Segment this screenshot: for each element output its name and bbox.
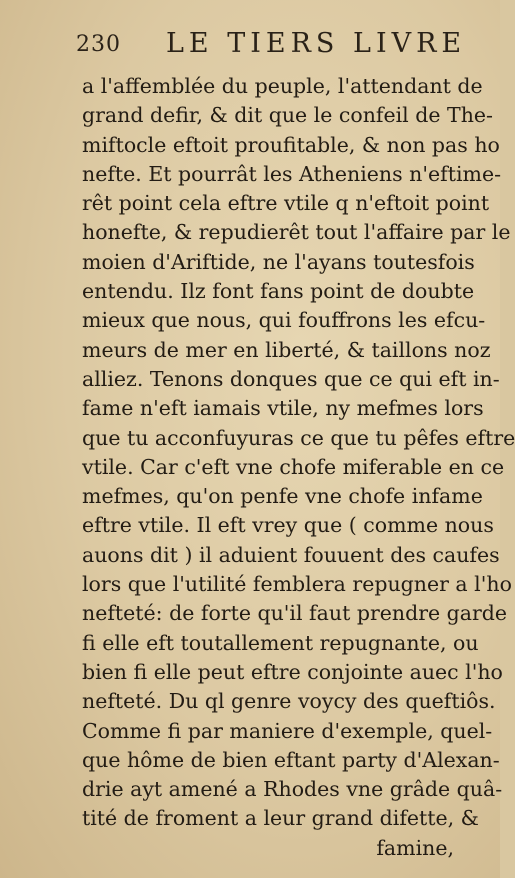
text-line: vtile. Car c'eft vne chofe miferable en ce <box>82 454 505 479</box>
text-line: bien fi elle peut eftre conjointe auec l'ho <box>82 659 503 684</box>
text-line: alliez. Tenons donques que ce qui eft in- <box>82 366 500 391</box>
text-line: a l'affemblée du peuple, l'attendant de <box>82 74 483 98</box>
text-line: lors que l'utilité femblera repugner a l'ho <box>82 572 512 597</box>
text-line: moien d'Ariftide, ne l'ayans toutesfois <box>82 249 475 274</box>
text-line: miftocle eftoit proufitable, & non pas ho <box>82 132 500 157</box>
body-text <box>82 72 515 863</box>
text-line: mefmes, qu'on penfe vne chofe infame <box>82 484 483 509</box>
text-line: que tu acconfuyuras ce que tu pêfes eftre <box>82 425 515 450</box>
text-line: entendu. Ilz font fans point de doubte <box>82 279 475 304</box>
text-line: nefteté. Du ql genre voycy des queftiôs. <box>82 689 496 714</box>
catchword: famine, <box>376 835 454 860</box>
text-line: nefte. Et pourrât les Atheniens n'eftime- <box>82 161 502 186</box>
text-line: Comme fi par maniere d'exemple, quel- <box>82 718 493 743</box>
text-line: fame n'eft iamais vtile, ny mefmes lors <box>82 396 484 421</box>
text-line: que hôme de bien eftant party d'Alexan- <box>82 747 500 772</box>
text-line: honefte, & repudierêt tout l'affaire par le <box>82 220 511 245</box>
text-line: tité de froment a leur grand difette, & <box>82 806 479 831</box>
text-line: mieux que nous, qui fouffrons les efcu- <box>82 308 486 333</box>
text-line: fi elle eft toutallement repugnante, ou <box>82 630 479 655</box>
page-header <box>76 26 480 62</box>
text-line: auons dit ) il aduient fouuent des caufes <box>82 542 500 567</box>
page-number: 230 <box>76 32 121 57</box>
running-title: LE TIERS LIVRE <box>166 28 467 59</box>
text-line: nefteté: de forte qu'il faut prendre garde <box>82 601 508 626</box>
text-line: grand defir, & dit que le confeil de The- <box>82 103 493 128</box>
text-line: meurs de mer en liberté, & taillons noz <box>82 337 491 362</box>
text-line: drie ayt amené a Rhodes vne grâde quâ- <box>82 777 503 802</box>
text-line: eftre vtile. Il eft vrey que ( comme nous <box>82 513 494 538</box>
text-line: rêt point cela eftre vtile q n'eftoit point <box>82 191 490 216</box>
